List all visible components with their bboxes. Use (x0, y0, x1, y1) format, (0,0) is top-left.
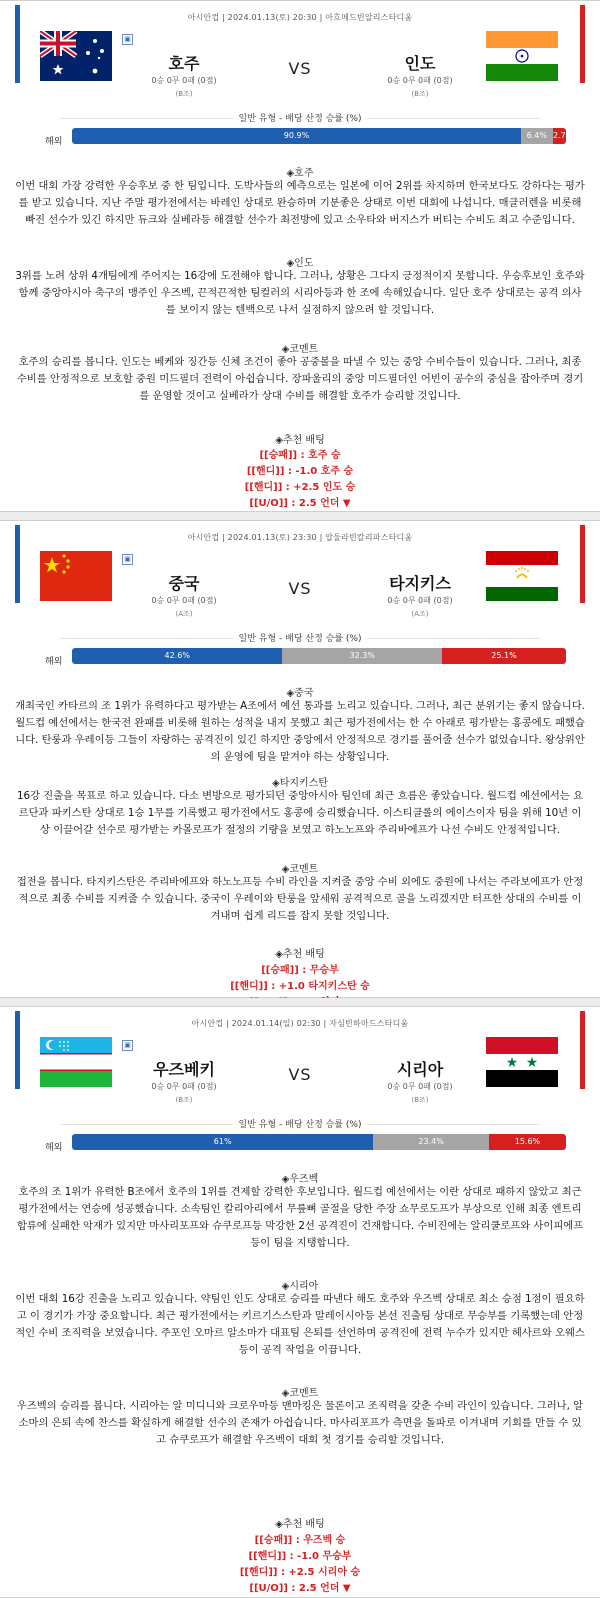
syria-flag-icon (486, 1037, 558, 1087)
home-group: (A조) (175, 610, 193, 618)
section-title: ◈인도 (286, 258, 314, 269)
bet-line: [[핸디]] : +1.0 타지키스탄 승 (230, 981, 370, 992)
match-meta: 아시안컵 | 2024.01.13(토) 23:30 | 압둘라빈칼리파스타디움 (187, 533, 413, 542)
section-text: 호주의 조 1위가 유력한 B조에서 호주의 1위를 견제할 강력한 후보입니다. 월드컵 예선에서는 이란 상대로 패하지 않았고 최근 평가전에서는 연승에 성공했습니다. 소속팀인 칼리아리에서 무릎뼈 골절을 당한 주장 쇼무로도프가 부상으로 인해 최종 엔트리 합류에 실패한 악재가 있지만 마사리포프와 슈쿠로프등 막강한 2선 공격진이 건재합니다. 수비진에는 알리쿨로프와 사이피에프등이 팀을 지탱합니다. (16, 1186, 584, 1249)
home-record: 0승 0무 0패 (0점) (151, 76, 217, 85)
match-meta: 아시안컵 | 2024.01.13(토) 20:30 | 아흐메드빈알리스타디움 (187, 13, 413, 22)
section-text: 호주의 승리를 봅니다. 인도는 베케와 징간등 신체 조건이 좋아 공중볼을 따낼 수 있는 중앙 수비수들이 있습니다. 그러나, 최종 수비를 안정적으로 보호할 중원 미드필더 전력이 아쉽습니다. 장파울리의 중앙 미드필더인 어빈이 공수의 중심을 잡아주며 경기를 운영할 것이고 실베라가 상대 수비를 해결할 호주가 승리할 것입니다. (16, 356, 584, 402)
section-text: 3위를 노려 상위 4개팀에게 주어지는 16강에 도전해야 합니다. 그러나, 상황은 그다지 긍정적이지 못합니다. 우승후보인 호주와 함께 중앙아시아 축구의 맹주인 우즈벡, 끈적끈적한 팀컬러의 시리아등과 한 조에 속해있습니다. 일단 호주 상대로는 공격 의사를 보이지 않는 텐백으로 나서 실점하지 않으려 할 것입니다. (15, 270, 585, 316)
away-group: (B조) (411, 90, 429, 98)
draw-segment: 6.4% (521, 128, 553, 144)
section-title: ◈호주 (286, 168, 314, 179)
home-record: 0승 0무 0패 (0점) (151, 596, 217, 605)
section-title: ◈시리아 (281, 1281, 319, 1292)
australia-flag-icon (40, 31, 112, 81)
section-title: ◈중국 (286, 688, 314, 699)
away-record: 0승 0무 0패 (0점) (387, 596, 453, 605)
match-card (0, 520, 600, 998)
home-win-segment: 90.9% (72, 128, 521, 144)
bet-line: [[승패]] : 무승부 (261, 965, 339, 976)
bet-line: [[핸디]] : -1.0 호주 승 (246, 466, 354, 477)
section-text: 16강 진출을 목표로 하고 있습니다. 다소 변방으로 평가되던 중앙아시아 팀인데 최근 흐름은 좋았습니다. 월드컵 예선에서는 요르단과 파키스탄 상대로 1승 1무를 기록했고 평가전에서도 홍콩에 승리했습니다. 이스티클롤의 에이스이자 팀을 위해 10년 이상 이끌어갈 선수로 평가받는 카몰로프가 절정의 기량을 보였고 하노노프와 주리바에프가 나선 수비도 안정적입니다. (16, 790, 584, 836)
bet-line: [[핸디]] : -1.0 무승부 (248, 1551, 352, 1562)
odds-bar (72, 128, 566, 144)
bar-label: 해외 (45, 137, 63, 147)
vs-label: VS (288, 59, 312, 78)
card-divider (0, 512, 600, 520)
home-win-segment: 61% (72, 1134, 373, 1150)
section-text: 이번 대회 16강 진출을 노리고 있습니다. 약팀인 인도 상대로 승리를 따낸다 해도 호주와 우즈벡 상대로 최소 승점 1점이 필요하고 이 경기가 가장 중요합니다. 최근 평가전에서는 키르기스스탄과 말레이시아등 본선 진출팀 상대로 무승부를 기록했는데 안정적인 수비 조직력을 보였습니다. 주포인 오마르 알소마가 대표팀 은퇴를 선언하며 공격진에 전력 누수가 있지만 헤사르와 오웨스등이 공격 작업을 이끕니다. (15, 1293, 585, 1356)
away-team-name: 시리아 (396, 1060, 444, 1079)
section-text: 접전을 봅니다. 타지키스탄은 주리바에프와 하노노프등 수비 라인을 지켜줄 중앙 수비 외에도 중원에 나서는 주라보에프가 안정적으로 최종 수비를 지켜줄 수 있습니다. 중국이 우레이와 탄룽을 앞세워 공격적으로 골을 노리겠지만 터프한 상대의 수비를 이겨내며 쉽게 리드를 잡지 못할 것입니다. (16, 876, 584, 922)
home-team-name: 호주 (168, 54, 200, 73)
home-team-name: 우즈베키 (153, 1060, 215, 1079)
section-text: 우즈벡의 승리를 봅니다. 시리아는 알 미디니와 크로우마등 맨마킹은 물론이고 조직력을 갖춘 수비 라인이 있습니다. 그러나, 알소마의 은퇴 속에 찬스를 확실하게 해결할 선수의 존재가 아쉽습니다. 마사리포프가 측면을 돌파로 이겨내며 기회를 만들 수 있고 슈쿠로프가 해결할 우즈벡이 대회 첫 경기를 승리할 것입니다. (16, 1400, 584, 1446)
draw-segment: 23.4% (373, 1134, 489, 1150)
match-card (0, 0, 600, 512)
bet-line: [[승패]] : 우즈벡 승 (254, 1535, 346, 1546)
bet-title: ◈추천 배팅 (275, 1519, 325, 1530)
vs-label: VS (288, 579, 312, 598)
bet-line: [[승패]] : 호주 승 (259, 450, 341, 461)
away-record: 0승 0무 0패 (0점) (387, 1082, 453, 1091)
china-flag-icon (40, 551, 112, 601)
bet-title: ◈추천 배팅 (275, 949, 325, 960)
odds-bar (72, 648, 566, 664)
section-title: ◈우즈벡 (281, 1174, 319, 1185)
vs-label: VS (288, 1065, 312, 1084)
away-group: (B조) (411, 1096, 429, 1104)
draw-segment: 32.3% (282, 648, 442, 664)
bet-line: [[U/O]] : 2.5 언더 ▼ (249, 1583, 351, 1594)
bet-line: [[U/O]] : 2.5 언더 ▼ (249, 498, 351, 509)
section-title: ◈타지키스탄 (272, 778, 328, 789)
home-group: (B조) (175, 1096, 193, 1104)
info-icon[interactable]: ▣ (122, 554, 133, 565)
away-record: 0승 0무 0패 (0점) (387, 76, 453, 85)
match-card (0, 1006, 600, 1598)
bar-label: 해외 (45, 1143, 63, 1153)
odds-title (0, 631, 600, 644)
odds-bar (72, 1134, 566, 1150)
away-team-name: 인도 (404, 54, 436, 73)
odds-title (0, 111, 600, 124)
odds-title-text: 일반 유형 - 배당 산정 승률 (%) (233, 114, 368, 124)
away-win-segment: 15.6% (489, 1134, 566, 1150)
match-meta: 아시안컵 | 2024.01.14(일) 02:30 | 자심빈하마드스타디움 (191, 1019, 409, 1028)
section-title: ◈코멘트 (281, 344, 319, 355)
home-win-segment: 42.6% (72, 648, 282, 664)
odds-title-text: 일반 유형 - 배당 산정 승률 (%) (233, 1120, 368, 1130)
india-flag-icon (486, 31, 558, 81)
home-record: 0승 0무 0패 (0점) (151, 1082, 217, 1091)
home-team-name: 중국 (168, 574, 200, 593)
away-group: (A조) (411, 610, 429, 618)
info-icon[interactable]: ▣ (122, 34, 133, 45)
info-icon[interactable]: ▣ (122, 1040, 133, 1051)
away-win-segment: 25.1% (442, 648, 566, 664)
section-text: 이번 대회 가장 강력한 우승후보 중 한 팀입니다. 도박사들의 예측으로는 일본에 이어 2위를 차지하며 한국보다도 강하다는 평가를 받고 있습니다. 지난 주말 평가전에서는 바레인 상대로 완승하며 기분좋은 상태로 이번 대회에 나섭니다. 매클러렌을 비롯해 빠진 선수가 있긴 하지만 듀크와 실베라등 해결할 선수가 최전방에 있고 소우타와 버지스가 버티는 수비도 최고 수준입니다. (15, 180, 585, 226)
card-divider (0, 998, 600, 1006)
home-group: (B조) (175, 90, 193, 98)
odds-title (0, 1117, 600, 1130)
bet-line: [[핸디]] : +2.5 시리아 승 (239, 1567, 361, 1578)
away-team-name: 타지키스 (389, 574, 451, 593)
section-text: 개최국인 카타르의 조 1위가 유력하다고 평가받는 A조에서 예선 통과를 노리고 있습니다. 그러나, 최근 분위기는 좋지 않습니다. 월드컵 예선에서는 한국전 완패를 비롯해 원하는 성적을 내지 못했고 최근 평가전에서는 한 수 아래로 평가받는 홍콩에도 패했습니다. 탄룽과 우레이등 그들이 자랑하는 공격진이 있긴 하지만 중앙에서 안정적으로 경기를 풀어줄 선수가 없었습니다. 왕상위안의 운영에 팀을 맡겨야 하는 상황입니다. (15, 700, 585, 763)
bet-line: [[핸디]] : +2.5 인도 승 (244, 482, 356, 493)
section-title: ◈코멘트 (281, 1388, 319, 1399)
odds-title-text: 일반 유형 - 배당 산정 승률 (%) (233, 634, 368, 644)
uzbekistan-flag-icon (40, 1037, 112, 1087)
bar-label: 해외 (45, 657, 63, 667)
section-title: ◈코멘트 (281, 864, 319, 875)
tajikistan-flag-icon (486, 551, 558, 601)
away-win-segment: 2.7 (553, 128, 566, 144)
bet-title: ◈추천 배팅 (275, 435, 325, 446)
